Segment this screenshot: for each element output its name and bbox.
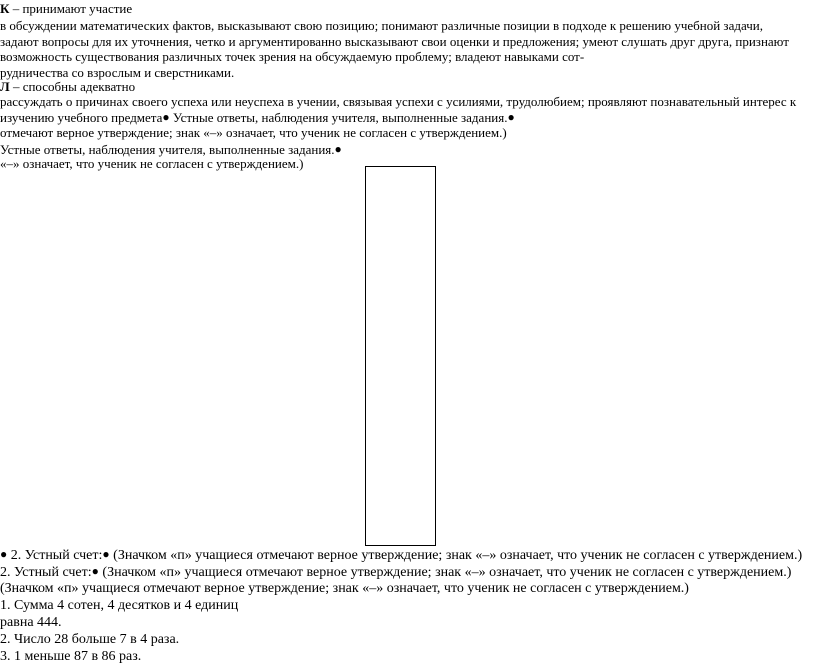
k-letter: К bbox=[0, 1, 10, 16]
k-text-line: в обсуждении математических фактов, высказывают свою позицию; понимают различные позиции в подходе к решению учебной задачи, bbox=[0, 18, 763, 33]
l-text-part: Устные ответы, наблюдения учителя, выполненные задания. bbox=[169, 110, 508, 125]
empty-frame bbox=[365, 166, 436, 546]
l-text-line: «–» означает, что ученик не согласен с утверждением.) bbox=[0, 156, 304, 171]
list-item: 1. Сумма 4 сотен, 4 десятков и 4 единиц bbox=[0, 598, 239, 613]
bullet-icon: ● bbox=[0, 547, 8, 561]
k-text-line: рудничества со взрослым и сверстниками. bbox=[0, 65, 235, 80]
k-text-line: задают вопросы для их уточнения, четко и аргументированно высказывают свои оценки и предложения; умеют слушать друг друга, признают bbox=[0, 34, 789, 49]
bullet-icon: ● bbox=[102, 547, 110, 561]
l-letter: Л bbox=[0, 79, 10, 94]
oral-text-part: 2. Устный счет: bbox=[7, 548, 103, 563]
k-heading bbox=[0, 2, 132, 15]
l-text-line: рассуждать о причинах своего успеха или неуспеха в учении, связывая успехи с усилиями, трудолюбием; проявляют познавательный интерес к bbox=[0, 94, 797, 109]
l-text-part: изучению учебного предмета bbox=[0, 110, 163, 125]
list-item: 3. 1 меньше 87 в 86 раз. bbox=[0, 649, 142, 664]
l-text-line bbox=[0, 111, 515, 124]
oral-text-part: (Значком «п» учащиеся отмечают верное утверждение; знак «–» означает, что ученик не согласен с утверждением.) bbox=[109, 548, 803, 563]
oral-text-part: (Значком «п» учащиеся отмечают верное утверждение; знак «–» означает, что ученик не согласен с утверждением.) bbox=[98, 565, 792, 580]
oral-line bbox=[0, 565, 791, 580]
oral-text-part: 2. Устный счет: bbox=[0, 565, 92, 580]
bullet-icon: ● bbox=[162, 110, 170, 124]
bullet-icon: ● bbox=[507, 110, 515, 124]
bullet-icon: ● bbox=[334, 142, 342, 156]
l-heading bbox=[0, 80, 135, 93]
l-heading-text: – способны адекватно bbox=[9, 79, 136, 94]
list-item: равна 444. bbox=[0, 615, 62, 630]
oral-line bbox=[0, 548, 802, 563]
bullet-icon: ● bbox=[91, 564, 99, 578]
l-text-line: отмечают верное утверждение; знак «–» означает, что ученик не согласен с утверждением.) bbox=[0, 125, 507, 140]
k-text-line: возможность существования различных точек зрения на обсуждаемую проблему; владеют навыками сот- bbox=[0, 49, 585, 64]
l-text-line bbox=[0, 143, 342, 156]
oral-line: (Значком «п» учащиеся отмечают верное утверждение; знак «–» означает, что ученик не согласен с утверждением.) bbox=[0, 581, 689, 596]
k-heading-text: – принимают участие bbox=[9, 1, 133, 16]
list-item: 2. Число 28 больше 7 в 4 раза. bbox=[0, 632, 180, 647]
l-text-part: Устные ответы, наблюдения учителя, выполненные задания. bbox=[0, 142, 335, 157]
